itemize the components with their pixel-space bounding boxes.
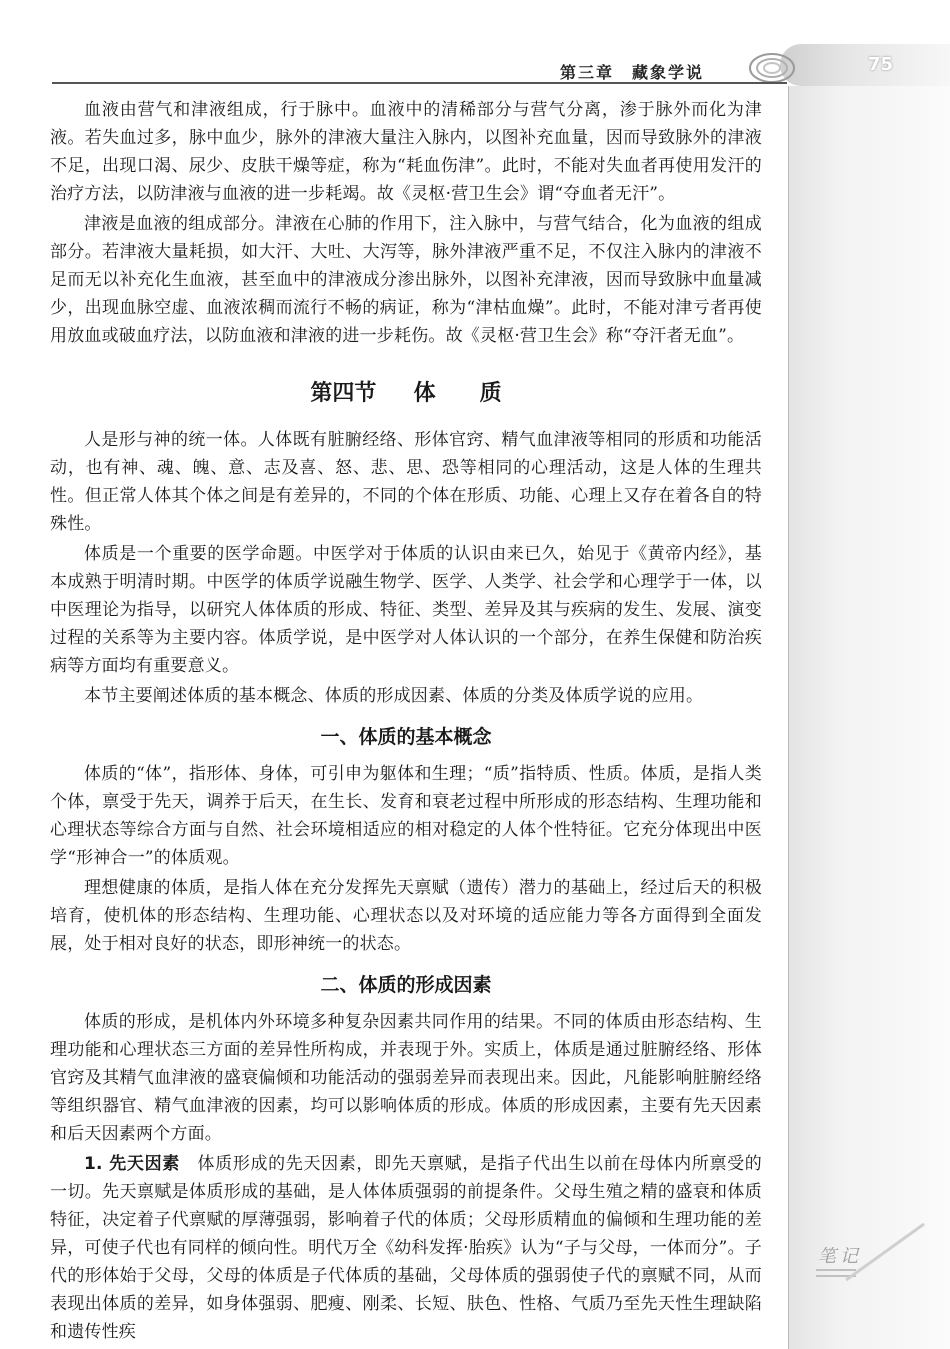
margin-divider: [788, 86, 789, 1349]
paragraph: 人是形与神的统一体。人体既有脏腑经络、形体官窍、精气血津液等相同的形质和功能活动，也有神、魂、魄、意、志及喜、怒、悲、思、恐等相同的心理活动，这是人体的生理共性。但正常人体其个体之间是有差异的，不同的个体在形质、功能、心理上又存在着各自的特殊性。: [50, 430, 762, 534]
paragraph: 体质是一个重要的医学命题。中医学对于体质的认识由来已久，始见于《黄帝内经》，基本成熟于明清时期。中医学的体质学说融生物学、医学、人类学、社会学和心理学于一体，以中医理论为指导，以研究人体体质的形成、特征、类型、差异及其与疾病的发生、发展、演变过程的关系等为主要内容。体质学说，是中医学对人体认识的一个部分，在养生保健和防治疾病等方面均有重要意义。: [50, 544, 762, 676]
paragraph: 津液是血液的组成部分。津液在心肺的作用下，注入脉中，与营气结合，化为血液的组成部分。若津液大量耗损，如大汗、大吐、大泻等，脉外津液严重不足，不仅注入脉内的津液不足而无以补充化生血液，甚至血中的津液成分渗出脉外，以图补充津液，因而导致脉中血量减少，出现血脉空虚、血液浓稠而流行不畅的病证，称为“津枯血燥”。此时，不能对津亏者再使用放血或破血疗法，以防血液和津液的进一步耗伤。故《灵枢·营卫生会》称“夺汗者无血”。: [50, 214, 762, 346]
subsection-heading: 一、体质的基本概念: [320, 726, 492, 748]
paragraph: 理想健康的体质，是指人体在充分发挥先天禀赋（遗传）潜力的基础上，经过后天的积极培育，使机体的形态结构、生理功能、心理状态以及对环境的适应能力等各方面得到全面发展，处于相对良好的状态，即形神统一的状态。: [50, 878, 762, 954]
margin-notes-panel: [788, 86, 950, 1349]
page-body: [50, 96, 762, 1346]
item-label: 1. 先天因素: [84, 1154, 180, 1174]
notes-label: 笔记: [818, 1246, 862, 1267]
section-heading: [50, 376, 762, 406]
paragraph: 体质的“体”，指形体、身体，可引申为躯体和生理；“质”指特质、性质。体质，是指人类个体，禀受于先天，调养于后天，在生长、发育和衰老过程中所形成的形态结构、生理功能和心理状态等综合方面与自然、社会环境相适应的相对稳定的人体个性特征。它充分体现出中医学“形神合一”的体质观。: [50, 764, 762, 868]
section-number: 第四节: [310, 381, 377, 406]
paragraph: [50, 1150, 762, 1346]
paragraph: 血液由营气和津液组成，行于脉中。血液中的清稀部分与营气分离，渗于脉外而化为津液。若失血过多，脉中血少，脉外的津液大量注入脉内，以图补充血量，因而导致脉外的津液不足，出现口渴、尿少、皮肤干燥等症，称为“耗血伤津”。此时，不能对失血者再使用发汗的治疗方法，以防津液与血液的进一步耗竭。故《灵枢·营卫生会》谓“夺血者无汗”。: [50, 100, 762, 204]
page-number-tab: [780, 44, 950, 86]
subsection-heading: 二、体质的形成因素: [320, 974, 492, 996]
section-title: 体 质: [413, 381, 502, 406]
header-rule: [52, 82, 787, 84]
swirl-ornament-icon: [738, 42, 798, 92]
paragraph: 体质的形成，是机体内外环境多种复杂因素共同作用的结果。不同的体质由形态结构、生理功能和心理状态三方面的差异性所构成，并表现于外。实质上，体质是通过脏腑经络、形体官窍及其精气血津液的盛衰偏倾和功能活动的强弱差异而表现出来。因此，凡能影响脏腑经络等组织器官、精气血津液的因素，均可以影响体质的形成。体质的形成因素，主要有先天因素和后天因素两个方面。: [50, 1012, 762, 1144]
running-head: 第三章 藏象学说: [560, 63, 705, 82]
paragraph: 本节主要阐述体质的基本概念、体质的形成因素、体质的分类及体质学说的应用。: [84, 686, 704, 706]
item-text: 体质形成的先天因素，即先天禀赋，是指子代出生以前在母体内所禀受的一切。先天禀赋是体质形成的基础，是人体体质强弱的前提条件。父母生殖之精的盛衰和体质特征，决定着子代禀赋的厚薄强弱，影响着子代的体质；父母形质精血的偏倾和生理功能的差异，可使子代也有同样的倾向性。明代万全《幼科发挥·胎疾》认为“子与父母，一体而分”。子代的形体始于父母，父母的体质是子代体质的基础，父母体质的强弱使子代的禀赋不同，从而表现出体质的差异，如身体强弱、肥瘦、刚柔、长短、肤色、性格、气质乃至先天性生理缺陷和遗传性疾: [50, 1154, 762, 1342]
page-number: 75: [868, 54, 894, 75]
